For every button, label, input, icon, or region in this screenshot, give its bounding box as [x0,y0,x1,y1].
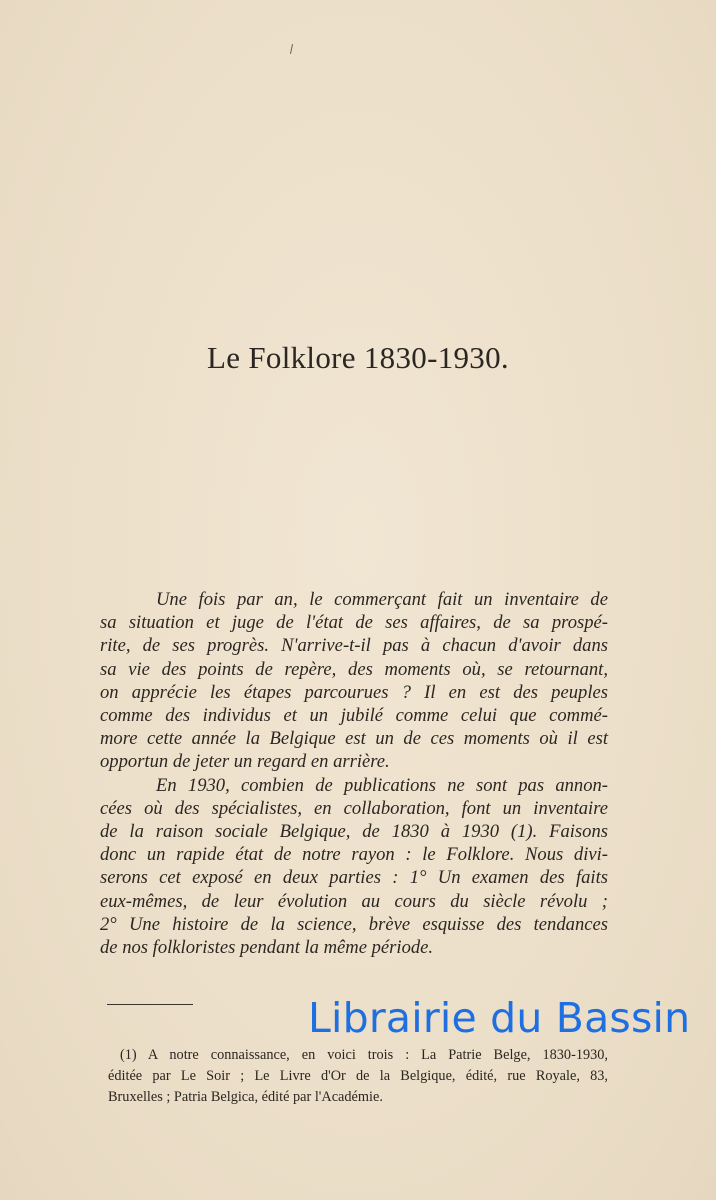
footnote [108,1045,608,1108]
footnote-line: (1) A notre connaissance, en voici trois : La Patrie Belge, 1830-1930, [120,1047,608,1063]
text-line: de la raison sociale Belgique, de 1830 à 1930 (1). Faisons [100,821,608,843]
text-line: cées où des spécialistes, en collaboration, font un inventaire [100,797,608,819]
text-line: 2° Une histoire de la science, brève esquisse des tendances [100,913,608,935]
text-line: serons cet exposé en deux parties : 1° Un examen des faits [100,867,608,889]
text-line: comme des individus et un jubilé comme celui que commé- [100,705,608,727]
text-line: sa situation et juge de l'état de ses affaires, de sa prospé- [100,612,608,634]
text-line: Une fois par an, le commerçant fait un inventaire de [156,589,608,610]
text-line: eux-mêmes, de leur évolution au cours du siècle révolu ; [100,890,608,912]
text-line: on apprécie les étapes parcourues ? Il en est des peuples [100,681,608,703]
footnote-line: éditée par Le Soir ; Le Livre d'Or de la Belgique, édité, rue Royale, 83, [108,1068,608,1084]
text-line: more cette année la Belgique est un de ces moments où il est [100,728,608,750]
text-line: de nos folkloristes pendant la même période. [100,937,434,959]
body-text [100,588,608,959]
watermark: Librairie du Bassin [308,994,691,1042]
paper-speck [290,44,293,54]
footnote-line: Bruxelles ; Patria Belgica, édité par l'Académie. [108,1089,383,1105]
text-line: rite, de ses progrès. N'arrive-t-il pas à chacun d'avoir dans [100,635,608,657]
chapter-title: Le Folklore 1830-1930. [207,340,509,375]
footnote-divider [107,1004,193,1005]
text-line: En 1930, combien de publications ne sont pas annon- [156,774,608,796]
text-line: sa vie des points de repère, des moments où, se retournant, [100,658,608,680]
text-line: donc un rapide état de notre rayon : le Folklore. Nous divi- [100,844,608,866]
text-line: opportun de jeter un regard en arrière. [100,751,390,773]
